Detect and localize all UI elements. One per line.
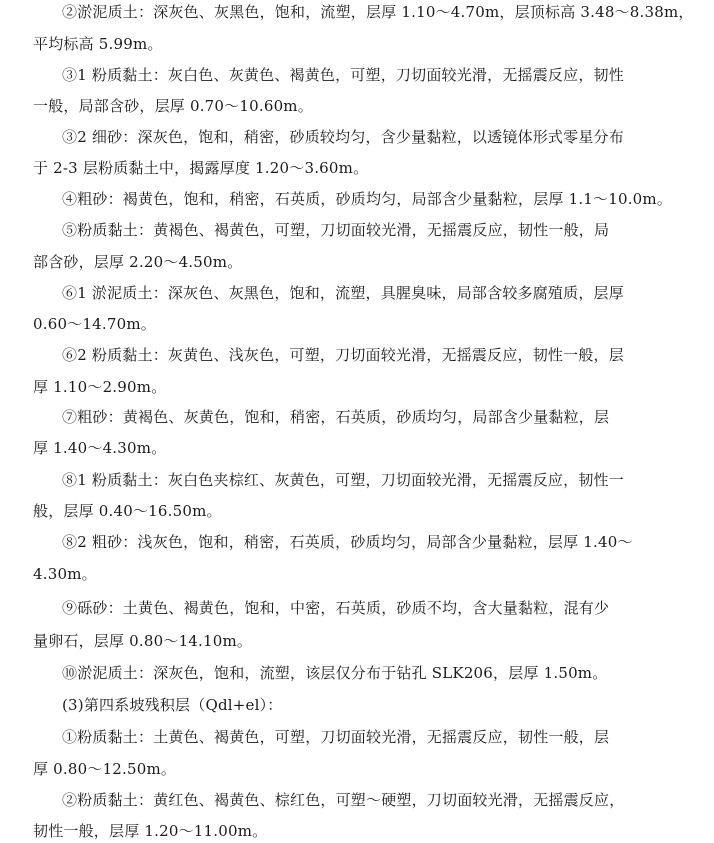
text-line: ④粗砂：褐黄色，饱和，稍密，石英质，砂质均匀，局部含少量黏粒，层厚 1.1～10.0m。 [62, 190, 673, 208]
text-line: 于 2-3 层粉质黏土中，揭露厚度 1.20～3.60m。 [33, 159, 369, 177]
text-line: 厚 1.10～2.90m。 [33, 378, 167, 396]
text-line: ⑥2 粉质黏土：灰黄色、浅灰色，可塑，刀切面较光滑，无摇震反应，韧性一般，层 [62, 346, 624, 364]
text-line: ⑩淤泥质土：深灰色，饱和，流塑，该层仅分布于钻孔 SLK206，层厚 1.50m。 [62, 664, 608, 682]
text-line: 4.30m。 [33, 565, 97, 583]
text-line: ②淤泥质土：深灰色、灰黑色，饱和，流塑，层厚 1.10～4.70m，层顶标高 3.48～8.38m， [62, 3, 694, 21]
text-line: 韧性一般，层厚 1.20～11.00m。 [33, 822, 268, 840]
text-line: ⑥1 淤泥质土：深灰色、灰黑色，饱和，流塑，具腥臭味，局部含较多腐殖质，层厚 [62, 284, 624, 302]
text-line: 厚 1.40～4.30m。 [33, 439, 167, 457]
text-line: ①粉质黏土：土黄色、褐黄色，可塑，刀切面较光滑，无摇震反应，韧性一般，层 [62, 728, 610, 746]
text-line: 平均标高 5.99m。 [33, 35, 163, 53]
text-line: 厚 0.80～12.50m。 [33, 760, 177, 778]
text-line: ②粉质黏土：黄红色、褐黄色、棕红色，可塑～硬塑，刀切面较光滑，无摇震反应， [62, 791, 625, 809]
text-line: ⑧2 粗砂：浅灰色，饱和，稍密，石英质，砂质均匀，局部含少量黏粒，层厚 1.40～ [62, 533, 633, 551]
text-line: ⑦粗砂：黄褐色、灰黄色，饱和，稍密，石英质，砂质均匀，局部含少量黏粒，层 [62, 408, 610, 426]
text-line: ⑤粉质黏土：黄褐色、褐黄色，可塑，刀切面较光滑，无摇震反应，韧性一般，局 [62, 221, 610, 239]
text-line: ③2 细砂：深灰色，饱和，稍密，砂质较均匀，含少量黏粒，以透镜体形式零星分布 [62, 128, 624, 146]
text-line: 量卵石，层厚 0.80～14.10m。 [33, 632, 253, 650]
text-line: 部含砂，层厚 2.20～4.50m。 [33, 253, 243, 271]
text-line: ③1 粉质黏土：灰白色、灰黄色、褐黄色，可塑，刀切面较光滑，无摇震反应，韧性 [62, 66, 624, 84]
text-line: ⑧1 粉质黏土：灰白色夹棕红、灰黄色，可塑，刀切面较光滑，无摇震反应，韧性一 [62, 471, 624, 489]
text-line: ⑨砾砂：土黄色、褐黄色，饱和，中密，石英质，砂质不均，含大量黏粒，混有少 [62, 599, 610, 617]
section-heading: (3)第四系坡残积层（Qdl+el）： [62, 696, 283, 714]
text-line: 一般，局部含砂，层厚 0.70～10.60m。 [33, 97, 313, 115]
text-line: 0.60～14.70m。 [33, 315, 156, 333]
text-line: 般，层厚 0.40～16.50m。 [33, 502, 222, 520]
